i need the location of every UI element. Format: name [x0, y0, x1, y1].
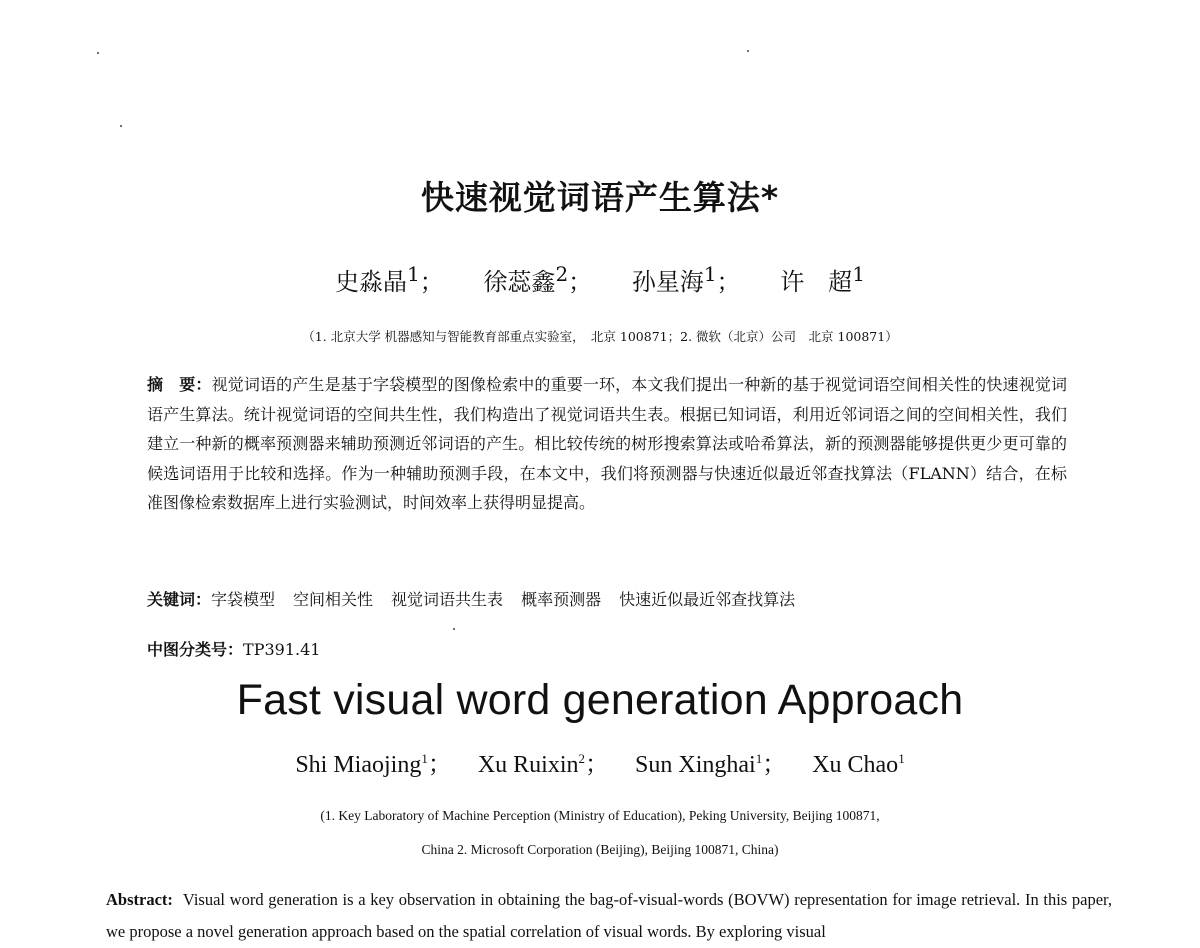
english-author: Sun Xinghai$^1$ — [635, 751, 763, 778]
english-author-list — [0, 744, 1200, 779]
english-author: Shi Miaojing$^1$ — [295, 751, 428, 778]
scan-speck — [747, 50, 749, 52]
chinese-abstract — [147, 370, 1067, 518]
classification-label: 中图分类号： — [147, 640, 244, 659]
keyword: 空间相关性 — [293, 590, 374, 609]
author-separator: ； — [568, 268, 593, 296]
author-separator: ； — [419, 268, 444, 296]
scan-speck — [453, 628, 455, 630]
author-separator: ； — [716, 268, 741, 296]
chinese-title: 快速视觉词语产生算法* — [420, 178, 780, 217]
classification-number — [147, 637, 320, 660]
chinese-keywords — [147, 587, 813, 610]
english-abstract-label: Abstract: — [106, 890, 173, 909]
keyword: 快速近似最近邻查找算法 — [619, 590, 796, 609]
author-separator: ； — [427, 752, 452, 778]
scan-speck — [120, 125, 122, 127]
classification-value: TP391.41 — [243, 640, 321, 659]
english-author: Xu Chao$^1$ — [812, 751, 905, 778]
english-affiliation-line-1: (1. Key Laboratory of Machine Perception (Ministry of Education), Peking University, Beijing 100871, — [320, 808, 880, 823]
english-abstract-text: Visual word generation is a key observation in obtaining the bag-of-visual-words (BOVW) representation for image retrieval. In this paper, we propose a novel generation approach based on the spatial correlation of visual words. By exploring visual — [106, 890, 1112, 941]
chinese-abstract-label: 摘 要： — [147, 375, 212, 394]
chinese-author: 徐蕊鑫$^2$ — [483, 262, 569, 296]
english-abstract — [106, 884, 1112, 948]
chinese-abstract-text: 视觉词语的产生是基于字袋模型的图像检索中的重要一环，本文我们提出一种新的基于视觉词语空间相关性的快速视觉词语产生算法。统计视觉词语的空间共生性，我们构造出了视觉词语共生表。根据已知词语，利用近邻词语之间的空间相关性，我们建立一种新的概率预测器来辅助预测近邻词语的产生。相比较传统的树形搜索算法或哈希算法，新的预测器能够提供更少更可靠的候选词语用于比较和选择。作为一种辅助预测手段，在本文中，我们将预测器与快速近似最近邻查找算法（FLANN）结合，在标准图像检索数据库上进行实验测试，时间效率上获得明显提高。 — [147, 375, 1067, 512]
chinese-author: 史淼晶$^1$ — [335, 262, 420, 296]
chinese-author-list — [0, 262, 1200, 297]
chinese-affiliation: （1. 北京大学 机器感知与智能教育部重点实验室， 北京 100871；2. 微软（北京）公司 北京 100871） — [302, 329, 898, 344]
chinese-author: 孙星海$^1$ — [631, 262, 717, 296]
chinese-author: 许 超$^1$ — [780, 262, 865, 296]
keywords-label: 关键词： — [147, 590, 212, 609]
scan-speck — [97, 52, 99, 54]
author-separator: ； — [762, 752, 787, 778]
keyword: 视觉词语共生表 — [391, 590, 504, 609]
keyword: 概率预测器 — [521, 590, 602, 609]
english-author: Xu Ruixin$^2$ — [477, 751, 586, 778]
english-affiliation-line-2: China 2. Microsoft Corporation (Beijing), Beijing 100871, China) — [421, 842, 779, 857]
author-separator: ； — [585, 752, 610, 778]
english-title: Fast visual word generation Approach — [236, 676, 964, 724]
keyword: 字袋模型 — [211, 590, 276, 609]
